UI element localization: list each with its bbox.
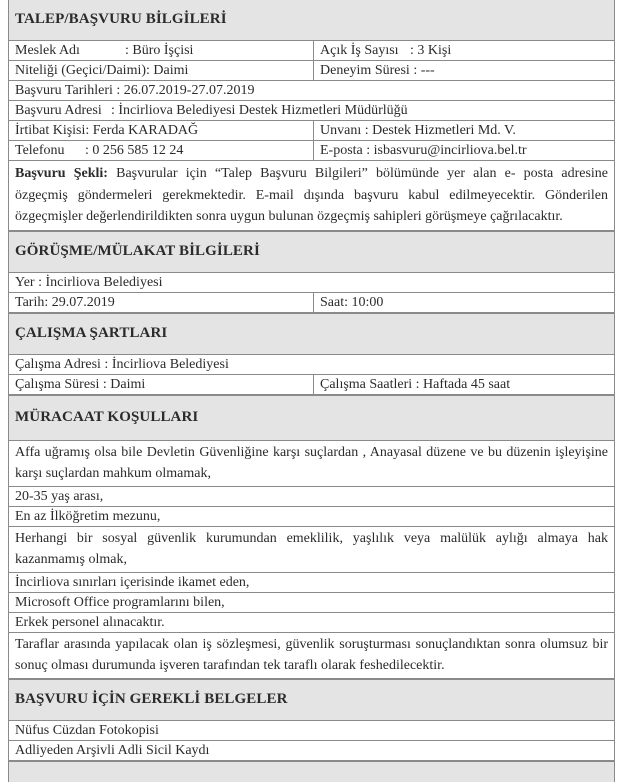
basvuru-sekli-label: Başvuru Şekli:	[15, 166, 108, 181]
acik-is-label: Açık İş Sayısı	[320, 43, 399, 58]
section-header-next	[9, 761, 614, 782]
table-row	[9, 355, 614, 375]
section-header-calisma	[9, 313, 614, 355]
irtibat-cell: İrtibat Kişisi: Ferda KARADAĞ	[9, 121, 314, 140]
calisma-saatleri: Çalışma Saatleri : Haftada 45 saat	[320, 376, 511, 392]
condition-item: En az İlköğretim mezunu,	[9, 507, 614, 527]
meslek-label: Meslek Adı	[15, 43, 80, 58]
nitelik-cell: Niteliği (Geçici/Daimi): Daimi	[9, 61, 314, 80]
table-row	[9, 273, 614, 293]
section-header-belgeler	[9, 679, 614, 721]
table-row	[9, 61, 614, 81]
table-row	[9, 81, 614, 101]
adres-label: Başvuru Adresi	[15, 103, 102, 118]
section-header-gorusme	[9, 231, 614, 273]
telefon-value: : 0 256 585 12 24	[85, 143, 184, 158]
section-title: MÜRACAAT KOŞULLARI	[15, 409, 199, 425]
document-item: Adliyeden Arşivli Adli Sicil Kaydı	[9, 741, 614, 761]
document-item: Nüfus Cüzdan Fotokopisi	[9, 721, 614, 741]
application-form	[8, 0, 615, 782]
condition-item: Herhangi bir sosyal güvenlik kurumundan emeklilik, yaşlılık veya malülük aylığı almaya hak kazanmamış olmak,	[9, 527, 614, 573]
gorusme-saat: Saat: 10:00	[320, 294, 384, 310]
section-title: BAŞVURU İÇİN GEREKLİ BELGELER	[15, 691, 288, 707]
telefon-label: Telefonu	[15, 143, 65, 158]
basvuru-adresi	[9, 101, 614, 120]
table-row	[9, 101, 614, 121]
meslek-value: : Büro İşçisi	[125, 43, 194, 58]
table-row	[9, 293, 614, 313]
table-row	[9, 121, 614, 141]
basvuru-sekli-text: Başvurular için “Talep Başvuru Bilgileri” bölümünde yer alan e- posta adresine özgeçmiş göndermeleri gerekmektedir. E-mail dışında başvuru kabul edilmeyecektir. Gönderilen özgeçmişler değerlendirildikten sonra uygun bulunan özgeçmiş sahipleri görüşmeye çağrılacaktır.	[15, 166, 608, 224]
condition-item: Erkek personel alınacaktır.	[9, 613, 614, 633]
calisma-adresi: Çalışma Adresi : İncirliova Belediyesi	[15, 356, 229, 372]
adres-value: : İncirliova Belediyesi Destek Hizmetleri Müdürlüğü	[111, 103, 408, 118]
calisma-suresi: Çalışma Süresi : Daimi	[9, 375, 314, 394]
section-header-talep	[9, 0, 614, 41]
condition-item: 20-35 yaş arası,	[9, 487, 614, 507]
table-row	[9, 141, 614, 161]
section-header-muracaat	[9, 395, 614, 441]
section-title: TALEP/BAŞVURU BİLGİLERİ	[15, 11, 227, 27]
condition-item: İncirliova sınırları içerisinde ikamet eden,	[9, 573, 614, 593]
gorusme-yer: Yer : İncirliova Belediyesi	[15, 274, 163, 290]
acik-is-cell	[314, 41, 614, 60]
eposta-cell: E-posta : isbasvuru@incirliova.bel.tr	[320, 143, 527, 158]
basvuru-tarihleri: Başvuru Tarihleri : 26.07.2019-27.07.2019	[15, 83, 255, 98]
unvan-cell: Unvanı : Destek Hizmetleri Md. V.	[320, 123, 516, 138]
gorusme-tarih: Tarih: 29.07.2019	[9, 293, 314, 312]
basvuru-sekli-paragraph	[9, 161, 614, 231]
section-title: ÇALIŞMA ŞARTLARI	[15, 325, 168, 341]
condition-item: Microsoft Office programlarını bilen,	[9, 593, 614, 613]
condition-item: Taraflar arasında yapılacak olan iş sözleşmesi, güvenlik soruşturması sonuçlandıktan sonra olumsuz bir sonuç olması durumunda işveren tarafından tek taraflı olarak feshedilecektir.	[9, 633, 614, 679]
condition-item: Affa uğramış olsa bile Devletin Güvenliğine karşı suçlardan , Anayasal düzene ve bu düzenin işleyişine karşı suçlardan mahkum olmamak,	[9, 441, 614, 487]
telefon-cell	[9, 141, 314, 160]
table-row	[9, 375, 614, 395]
deneyim-cell: Deneyim Süresi : ---	[320, 63, 435, 78]
acik-is-value: : 3 Kişi	[410, 43, 452, 58]
section-title: GÖRÜŞME/MÜLAKAT BİLGİLERİ	[15, 243, 260, 259]
table-row	[9, 41, 614, 61]
meslek-cell	[9, 41, 314, 60]
